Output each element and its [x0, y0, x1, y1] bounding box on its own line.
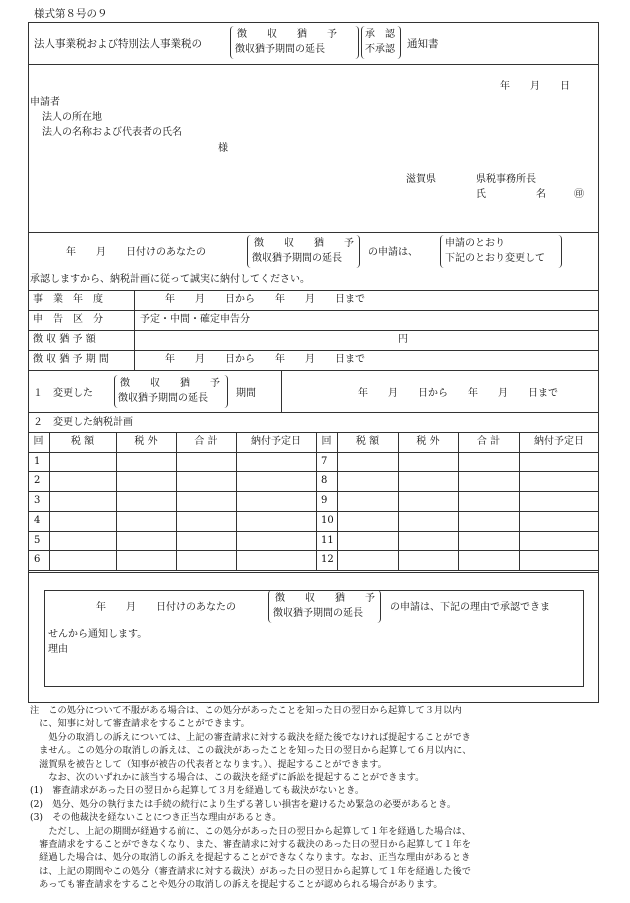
issuer-office: 県税事務所長 [476, 174, 536, 185]
plan-row-number: 12 [321, 554, 334, 566]
rejection-opt-suspension: 徴 収 猶 予 [275, 593, 375, 604]
plan-header-cell: 回 [33, 436, 44, 447]
rejection-line2: せんから通知します。 [48, 629, 148, 640]
plan-row-number: 2 [34, 475, 41, 487]
note-line: なお、次のいずれかに該当する場合は、この裁決を経ずに訴訟を提起することができます。 [30, 772, 425, 783]
plan-header-cell: 納付予定日 [251, 436, 301, 447]
changed-opt-suspension: 徴 収 猶 予 [120, 378, 220, 389]
note-line: 審査請求をすることができなくなり、また、審査請求に対する裁決のあった日の翌日から起算して１年を [30, 839, 471, 850]
corp-name-label: 法人の名称および代表者の氏名 [42, 127, 182, 138]
suspension-period-label: 徴 収 猶 予 期 間 [33, 354, 109, 365]
sama-label: 様 [218, 143, 228, 154]
issuer-name: 氏 名 [476, 189, 546, 200]
applicant-label: 申請者 [30, 97, 60, 108]
plan-header-cell: 合 計 [476, 436, 501, 447]
seal-mark: ㊞ [574, 189, 584, 200]
note-line: 注 この処分について不服がある場合は、この処分があったことを知った日の翌日から起算して３月以内 [30, 705, 462, 716]
plan-header-cell: 合 計 [194, 436, 218, 447]
plan-header-cell: 税 外 [134, 436, 158, 447]
changed-period-num: １ 変更した [33, 388, 93, 399]
note-line: は、上記の期間やこの処分（審査請求に対する裁決）があった日の翌日から起算して１年を経過した後で [30, 865, 471, 877]
title-opt-extension: 徴収猶予期間の延長 [235, 44, 325, 55]
plan-row-number: 8 [321, 475, 328, 487]
note-line: (1) 審査請求があった日の翌日から起算して３月を経過しても裁決がないとき。 [30, 785, 365, 797]
issuer-pref: 滋賀県 [406, 174, 436, 185]
note-line: 滋賀県を被告として（知事が被告の代表者となります。）、提起することができます。 [30, 758, 387, 770]
note-line: ません。この処分の取消しの訴えは、この裁決があったことを知った日の翌日から起算して６月以内に、 [30, 745, 472, 757]
plan-header-cell: 税 額 [70, 436, 95, 447]
rejection-tail: の申請は、下記の理由で承認できま [390, 602, 550, 613]
changed-period-tail: 期間 [236, 388, 256, 399]
note-line: (3) その他裁決を経ないことにつき正当な理由があるとき。 [30, 812, 282, 824]
plan-row-number: 6 [34, 554, 41, 566]
plan-row-number: 3 [34, 495, 41, 507]
note-line: に、知事に対して審査請求をすることができます。 [30, 718, 250, 730]
form-id: 様式第８号の９ [34, 8, 108, 20]
sec2-opt-as-applied: 申請のとおり [445, 238, 505, 249]
sec2-opt-as-changed: 下記のとおり変更して [445, 253, 545, 264]
changed-period-value: 年 月 日から 年 月 日まで [358, 388, 558, 399]
title-opt-reject: 不承認 [365, 44, 395, 55]
note-line: (2) 処分、処分の執行または手続の続行により生ずる著しい損害を避けるため緊急の必要があるとき。 [30, 798, 457, 810]
suspension-amount-label: 徴 収 猶 予 額 [33, 334, 96, 345]
title-suffix: 通知書 [407, 38, 439, 50]
sec2-opt-extension: 徴収猶予期間の延長 [252, 253, 342, 264]
sec2-opt-suspension: 徴 収 猶 予 [254, 238, 354, 249]
issue-date: 年 月 日 [500, 81, 570, 92]
title-opt-suspension: 徴 収 猶 予 [237, 29, 337, 40]
changed-opt-extension: 徴収猶予期間の延長 [118, 393, 208, 404]
sec2-date-part: 年 月 日付けのあなたの [66, 247, 206, 258]
filing-type-label: 申 告 区 分 [33, 314, 103, 325]
plan-header-cell: 納付予定日 [534, 436, 584, 447]
plan-row-number: 11 [321, 534, 334, 546]
note-line: あっても審査請求をすることや処分の取消しの訴えを提起することが認められる場合があります。 [30, 879, 443, 891]
plan-header-cell: 回 [321, 436, 332, 447]
plan-row-number: 5 [34, 534, 41, 546]
note-line: ただし、上記の期間が経過する前に、この処分があった日の翌日から起算して１年を経過した場合は、 [30, 825, 471, 837]
fiscal-year-value: 年 月 日から 年 月 日まで [165, 294, 365, 305]
plan-row-number: 7 [321, 455, 328, 467]
note-line: 経過した場合は、処分の取消しの訴えを提起することができなくなります。なお、正当な理由があるとき [30, 852, 471, 864]
plan-row-number: 10 [321, 514, 334, 526]
suspension-period-value: 年 月 日から 年 月 日まで [165, 354, 365, 365]
plan-row-number: 1 [34, 455, 41, 467]
filing-type-value: 予定・中間・確定申告分 [140, 314, 250, 325]
suspension-amount-unit: 円 [398, 334, 408, 345]
title-prefix: 法人事業税および特別法人事業税の [34, 38, 202, 50]
sec2-mid: の申請は、 [368, 247, 418, 258]
sec2-line2: 承認しますから、納税計画に従って誠実に納付してください。 [30, 274, 310, 285]
rejection-date-part: 年 月 日付けのあなたの [96, 602, 236, 613]
fiscal-year-label: 事 業 年 度 [33, 294, 103, 305]
plan-header-cell: 税 外 [416, 436, 440, 447]
title-opt-approve: 承 認 [365, 29, 395, 40]
address-label: 法人の所在地 [42, 112, 102, 123]
rejection-opt-extension: 徴収猶予期間の延長 [273, 608, 363, 619]
plan-header-cell: 税 額 [355, 436, 380, 447]
rejection-reason-label: 理由 [48, 644, 68, 655]
note-line: 処分の取消しの訴えについては、上記の審査請求に対する裁決を経た後でなければ提起することができ [30, 731, 471, 743]
plan-row-number: 9 [321, 495, 328, 507]
plan-row-number: 4 [34, 514, 41, 526]
plan-title: ２ 変更した納税計画 [33, 417, 133, 428]
